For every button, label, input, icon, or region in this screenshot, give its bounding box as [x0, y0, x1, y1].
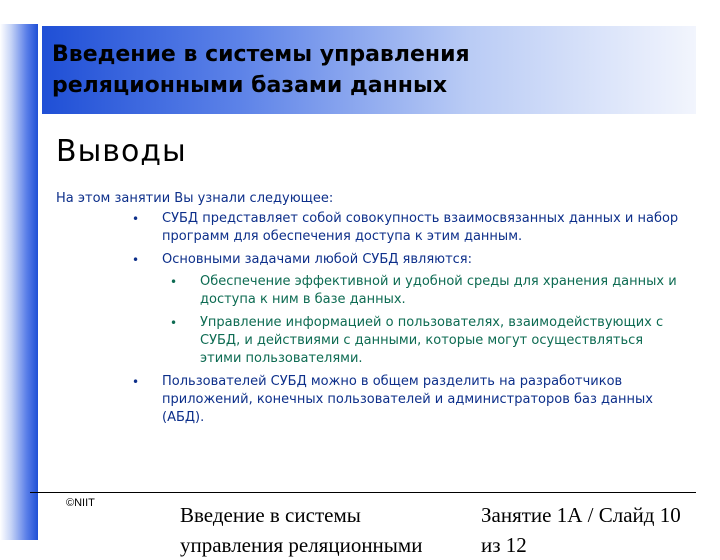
sub-list-item: [170, 273, 680, 309]
footer-course-line-2: управления реляционными: [180, 533, 423, 557]
side-decoration-bar: [0, 24, 38, 540]
sub-list-item-text: Управление информацией о пользователях, взаимодействующих с СУБД, и действиями с данными, которые могут осуществляться этими пользователями.: [200, 315, 664, 366]
bullet-list: [132, 210, 680, 432]
list-item-text: Пользователей СУБД можно в общем разделить на разработчиков приложений, конечных пользователей и администраторов баз данных (АБД).: [162, 374, 653, 425]
list-item: [132, 251, 680, 368]
bullet-icon: •: [132, 253, 140, 267]
list-item: [132, 210, 680, 246]
footer-course-title: [180, 500, 470, 560]
slide-title-line-1: Введение в системы управления: [52, 42, 470, 67]
slide-title-line-2: реляционными базами данных: [52, 73, 448, 98]
bullet-icon: •: [132, 375, 140, 389]
list-item-text: СУБД представляет собой совокупность взаимосвязанных данных и набор программ для обеспечения доступа к этим данным.: [162, 211, 679, 244]
sub-list-item-text: Обеспечение эффективной и удобной среды для хранения данных и доступа к ним в базе данных.: [200, 274, 677, 307]
list-item-text: Основными задачами любой СУБД являются:: [162, 252, 473, 267]
sub-list-item: [170, 314, 680, 368]
bullet-icon: •: [132, 212, 140, 226]
copyright-label: ©NIIT: [66, 497, 95, 509]
bullet-icon: •: [170, 275, 178, 289]
list-item: [132, 373, 680, 427]
footer-divider: [30, 492, 696, 493]
footer-course-line-1: Введение в системы: [180, 503, 361, 527]
sub-bullet-list: [170, 273, 680, 368]
intro-text: На этом занятии Вы узнали следующее:: [56, 191, 334, 206]
slide-title: [52, 39, 672, 101]
footer-slide-number: Занятие 1А / Слайд 10 из 12: [481, 503, 681, 557]
section-heading: Выводы: [56, 134, 187, 169]
bullet-icon: •: [170, 316, 178, 330]
